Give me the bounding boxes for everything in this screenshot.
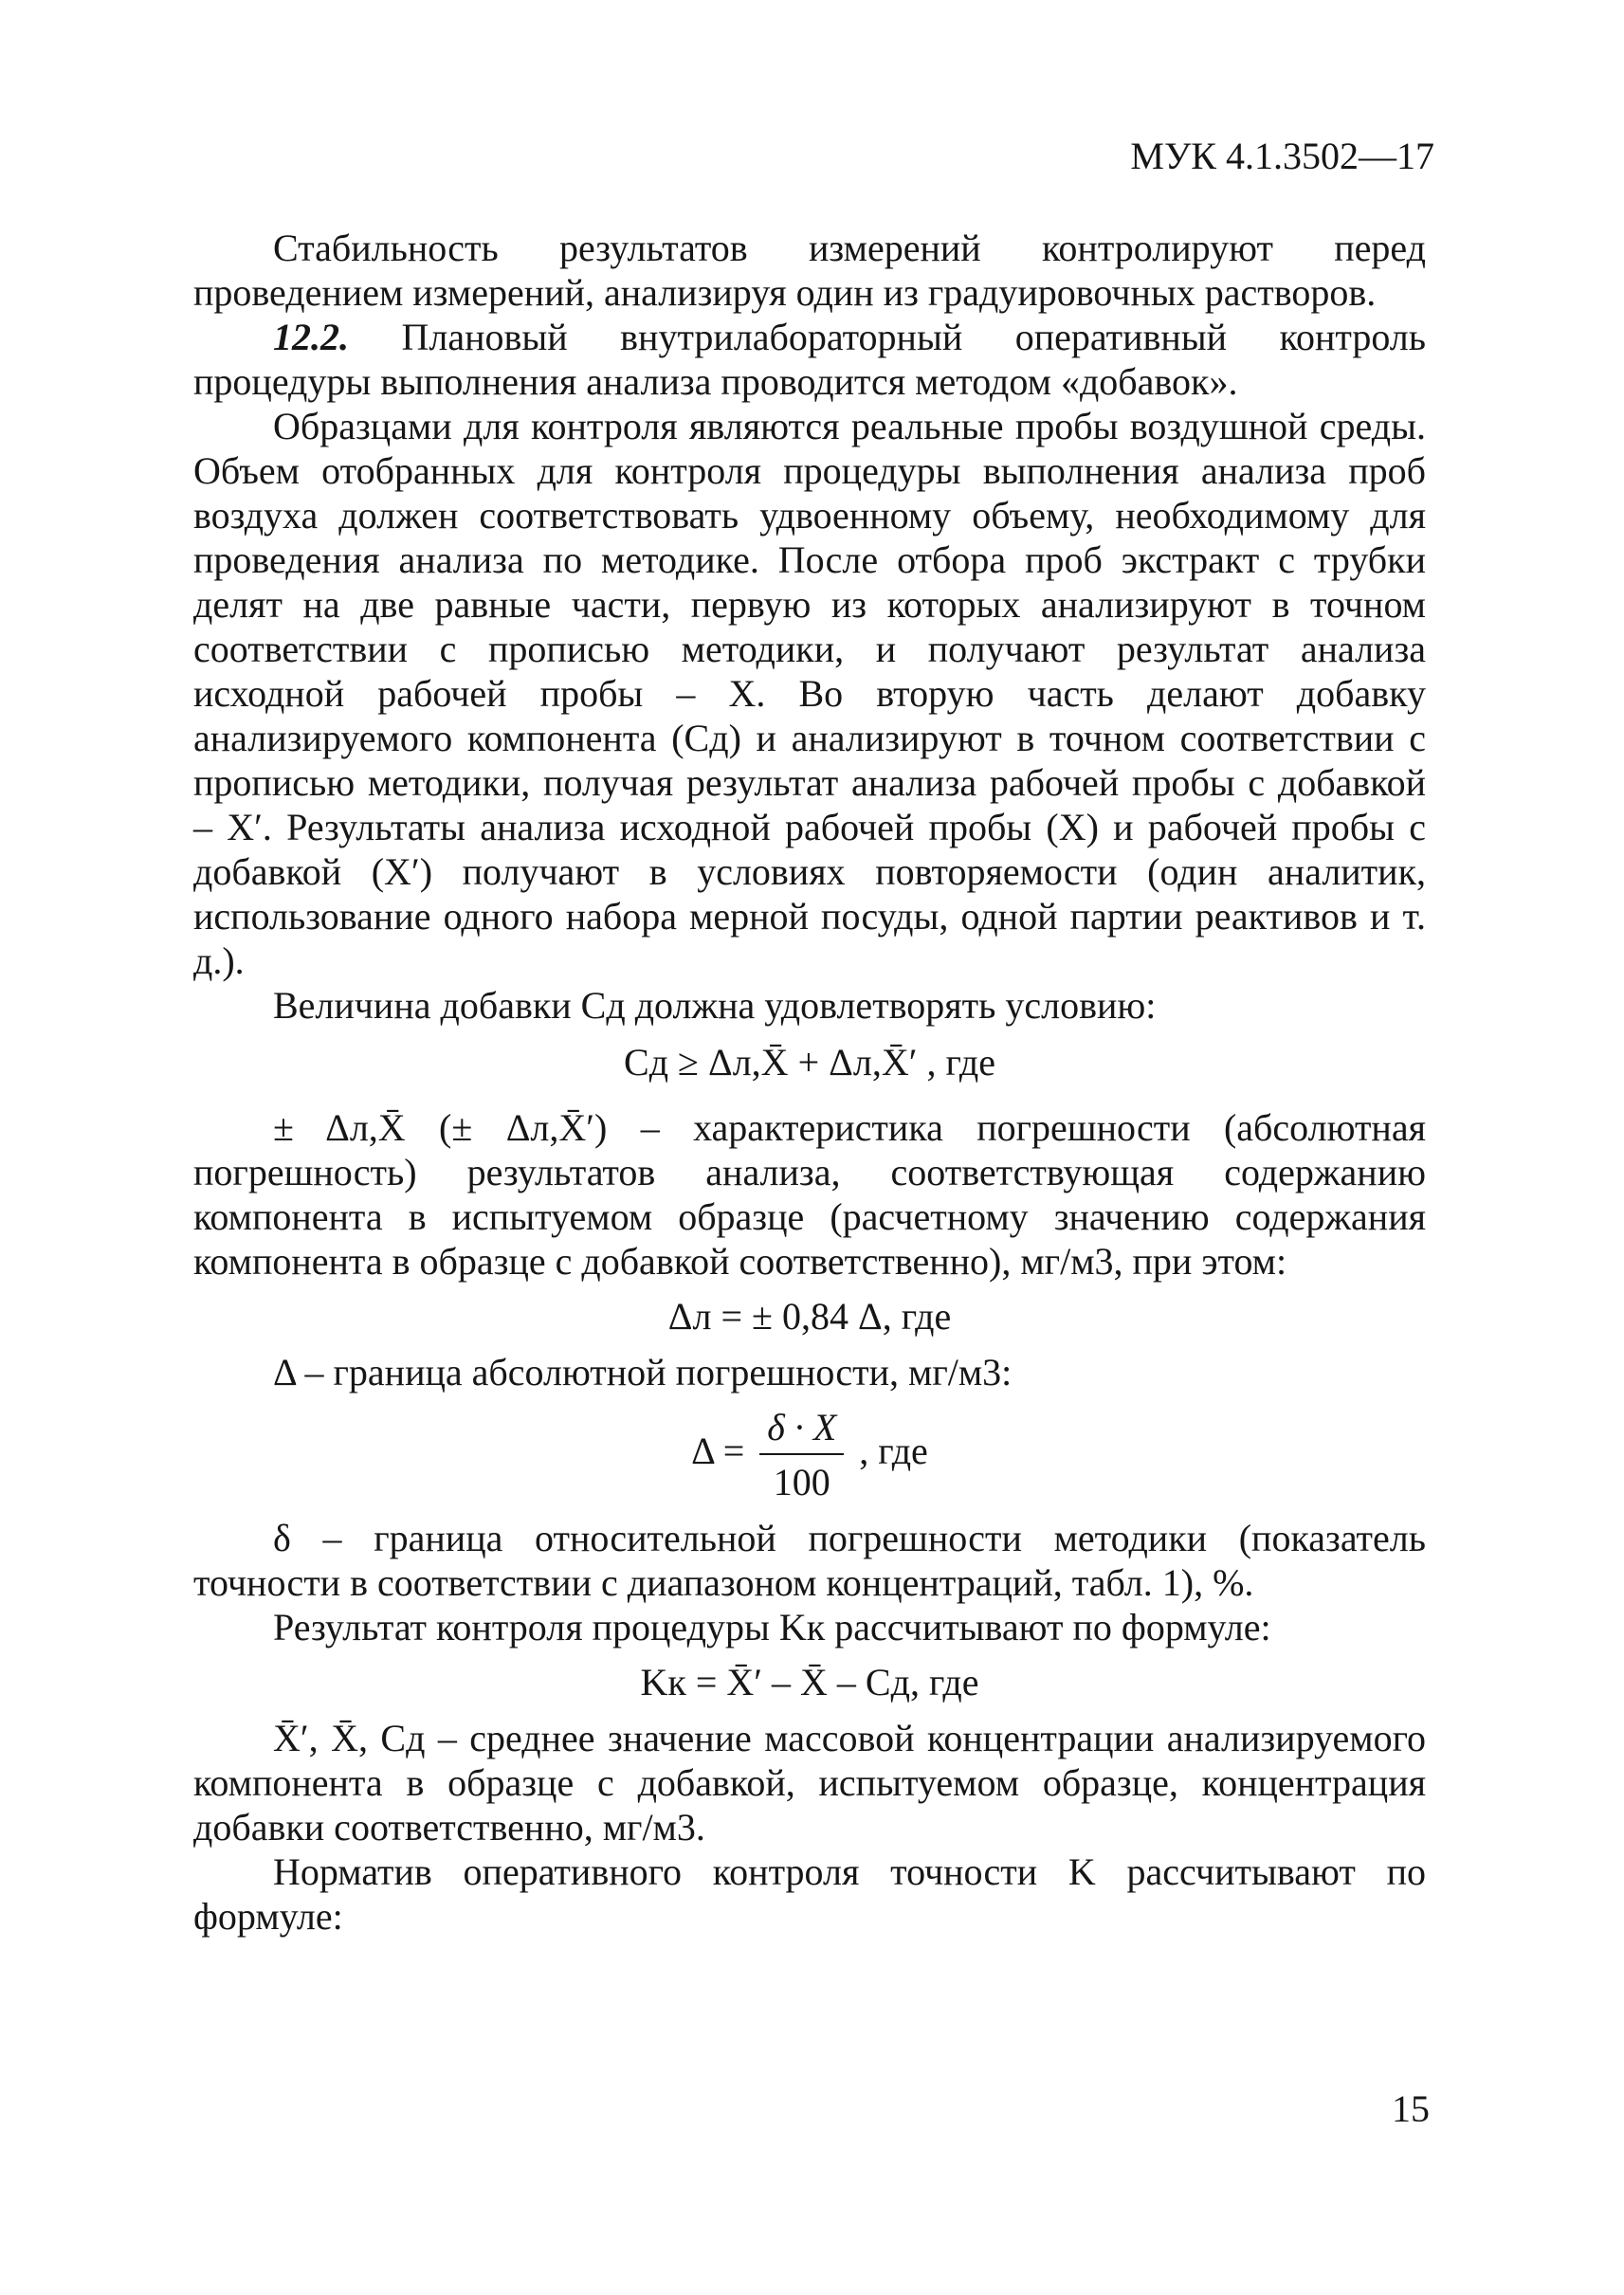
paragraph-control-result: Результат контроля процедуры Kк рассчитывают по формуле: — [273, 1606, 1271, 1648]
paragraph-samples: Образцами для контроля являются реальные пробы воздушной среды. Объем отобранных для контроля процедуры выполнения анализа проб воздуха должен соответствовать удвоенному объему, необходимому для проведения анализа по методике. После отбора проб экстракт с трубки делят на две равные части, первую из которых анализируют в точном соответствии с прописью методики, и получают результат анализа исходной рабочей пробы – X. Во вторую часть делают добавку анализируемого компонента (Cд) и анализируют в точном соответствии с прописью методики, получая результат анализа рабочей пробы с добавкой – X′. Результаты анализа исходной рабочей пробы (X) и рабочей пробы с добавкой (X′) получают в условиях повторяемости (один аналитик, использование одного набора мерной посуды, одной партии реактивов и т. д.). — [193, 405, 1426, 982]
section-text: Плановый внутрилабораторный оперативный контроль процедуры выполнения анализа проводится методом «добавок». — [193, 316, 1426, 403]
formula-delta-l: Δл = ± 0,84 Δ, где — [667, 1295, 952, 1338]
paragraph-stability: Стабильность результатов измерений контролируют перед проведением измерений, анализируя один из градуировочных растворов. — [193, 227, 1426, 314]
paragraph-absolute-error: Δ – граница абсолютной погрешности, мг/м3: — [273, 1351, 1013, 1393]
paragraph-additive-value: Величина добавки Cд должна удовлетворять условию: — [273, 984, 1157, 1027]
paragraph-12-2 — [193, 315, 1426, 404]
page-number: 15 — [1392, 2087, 1430, 2130]
paragraph-mean-values: X̄′, X̄, Cд – среднее значение массовой концентрации анализируемого компонента в образце с добавкой, испытуемом образце, концентрация добавки соответственно, мг/м3. — [193, 1717, 1426, 1849]
document-code-header: МУК 4.1.3502—17 — [1130, 135, 1434, 177]
paragraph-norm: Норматив оперативного контроля точности K рассчитывают по формуле: — [193, 1850, 1426, 1938]
formula-delta-tail: , где — [859, 1430, 928, 1473]
formula-kk: Kк = X̄′ – X̄ – Cд, где — [640, 1661, 979, 1703]
fraction-denominator: 100 — [773, 1461, 830, 1503]
formula-delta-lhs: Δ = — [691, 1430, 745, 1473]
section-number: 12.2. — [273, 316, 349, 358]
paragraph-error-characteristic: ± Δл,X̄ (± Δл,X̄′) – характеристика погрешности (абсолютная погрешность) результатов анализа, соответствующая содержанию компонента в испытуемом образце (расчетному значению содержания компонента в образце с добавкой соответственно), мг/м3, при этом: — [193, 1106, 1426, 1283]
formula-delta — [193, 1404, 1426, 1506]
formula-additive-condition: Cд ≥ Δл,X̄ + Δл,X̄′ , где — [624, 1041, 995, 1084]
paragraph-relative-error: δ – граница относительной погрешности методики (показатель точности в соответствии с диапазоном концентраций, табл. 1), %. — [193, 1517, 1426, 1604]
fraction-numerator: δ · X — [759, 1404, 844, 1455]
fraction — [759, 1404, 844, 1506]
body-text — [193, 226, 1426, 1939]
